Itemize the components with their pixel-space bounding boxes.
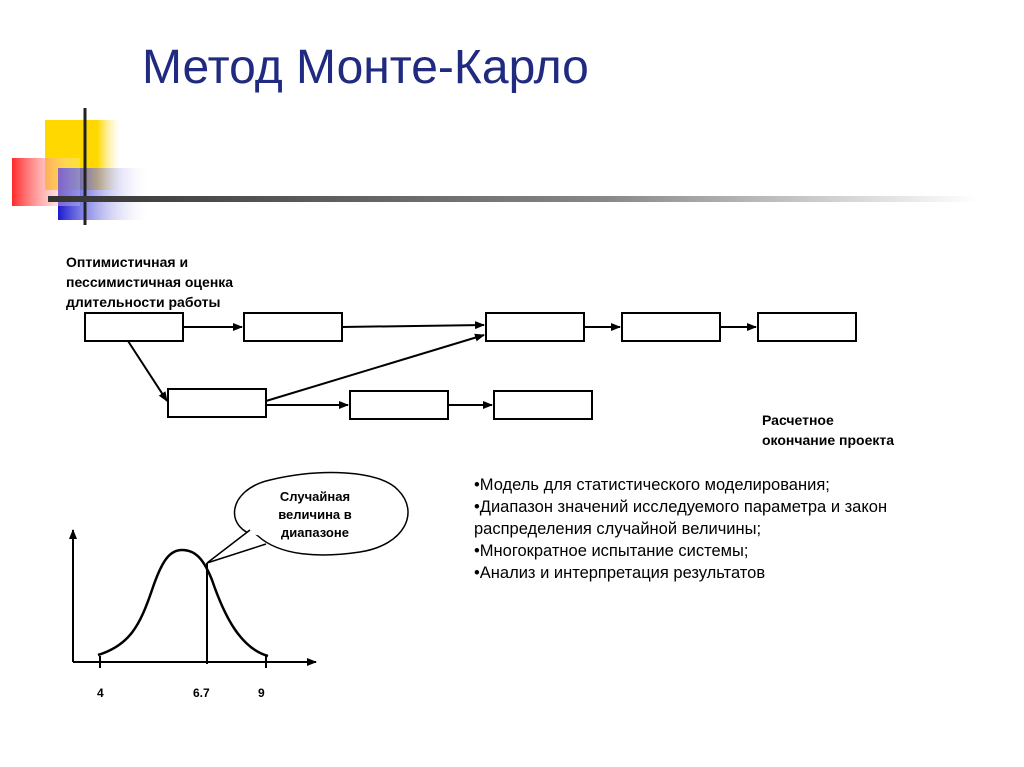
bullet-item: • Анализ и интерпретация результатов [474, 562, 944, 584]
task-box-2 [244, 313, 342, 341]
distribution-curve [98, 550, 268, 656]
finish-label: Расчетное окончание проекта [762, 412, 895, 448]
task-box-5 [758, 313, 856, 341]
task-box-3 [486, 313, 584, 341]
slide-title: Метод Монте-Карло [142, 41, 589, 94]
arrow-2-3 [342, 325, 484, 327]
tick-label-9: 9 [258, 686, 265, 700]
tick-label-4: 4 [97, 686, 104, 700]
task-box-6 [168, 389, 266, 417]
callout-text: Случайная величина в диапазоне [278, 489, 352, 540]
arrow-1-6 [128, 341, 167, 401]
bullet-item: • Многократное испытание системы; [474, 540, 944, 562]
task-box-8 [494, 391, 592, 419]
bullet-list [474, 474, 944, 584]
task-box-1 [85, 313, 183, 341]
task-box-7 [350, 391, 448, 419]
task-box-4 [622, 313, 720, 341]
tick-label-6-7: 6.7 [193, 686, 210, 700]
estimate-label: Оптимистичная и пессимистичная оценка длительности работы [66, 254, 234, 310]
bullet-item: • Модель для статистического моделирования; [474, 474, 944, 496]
bullet-item: • Диапазон значений исследуемого параметра и закон распределения случайной величины; [474, 496, 944, 540]
